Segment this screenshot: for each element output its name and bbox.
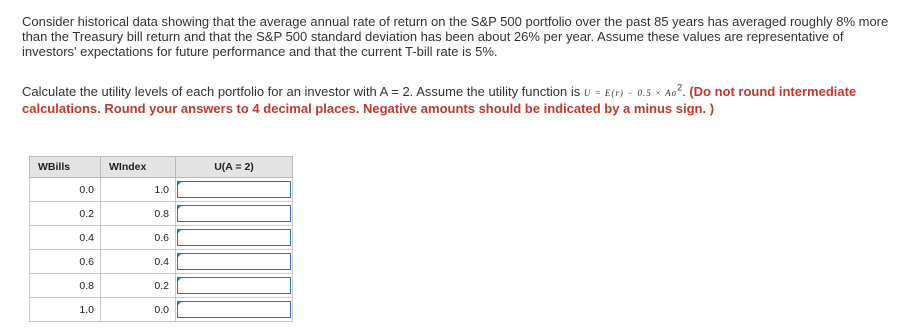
table-row: [30, 274, 293, 298]
utility-answer-input[interactable]: [177, 277, 291, 294]
input-corner-marker: [177, 181, 182, 186]
formula-end: .: [682, 84, 690, 99]
table-row: [30, 226, 293, 250]
header-wbills: WBills: [30, 157, 101, 178]
input-corner-marker: [177, 301, 182, 306]
rounding-instruction: (Do not round intermediate calculations. Round your answers to 4 decimal places. Negative amounts should be indicated by a minus sign. ): [22, 84, 857, 116]
windex-cell: 0.4: [101, 250, 176, 274]
header-utility: U(A = 2): [176, 157, 293, 178]
input-corner-marker: [177, 277, 182, 282]
input-corner-marker: [177, 205, 182, 210]
answer-table: [29, 156, 293, 322]
utility-formula: U = E(r) − 0.5 × Aσ: [583, 88, 678, 98]
wbills-cell: 0.2: [30, 202, 101, 226]
windex-cell: 0.6: [101, 226, 176, 250]
table-row: [30, 202, 293, 226]
wbills-cell: 0.8: [30, 274, 101, 298]
utility-answer-input[interactable]: [177, 205, 291, 222]
table-header-row: [30, 157, 293, 178]
utility-answer-input[interactable]: [177, 181, 291, 198]
wbills-cell: 0.0: [30, 178, 101, 202]
question-paragraph-context: Consider historical data showing that the average annual rate of return on the S&P 500 portfolio over the past 85 years has averaged roughly 8% more than the Treasury bill return and that the S&P 500 standard deviation has been about 26% per year. Assume these values are representative of investors' expectations for future performance and that the current T-bill rate is 5%.: [22, 14, 889, 59]
wbills-cell: 0.4: [30, 226, 101, 250]
question-paragraph-task: [22, 84, 890, 116]
wbills-cell: 0.6: [30, 250, 101, 274]
wbills-cell: 1.0: [30, 298, 101, 322]
utility-answer-cell: [176, 226, 293, 250]
utility-answer-cell: [176, 178, 293, 202]
task-text: Calculate the utility levels of each portfolio for an investor with A = 2. Assume the utility function is: [22, 84, 584, 99]
header-windex: WIndex: [101, 157, 176, 178]
utility-answer-cell: [176, 274, 293, 298]
input-corner-marker: [177, 253, 182, 258]
utility-answer-cell: [176, 202, 293, 226]
formula-exponent: 2: [677, 82, 683, 93]
utility-answer-cell: [176, 298, 293, 322]
utility-answer-input[interactable]: [177, 229, 291, 246]
windex-cell: 0.8: [101, 202, 176, 226]
windex-cell: 1.0: [101, 178, 176, 202]
input-corner-marker: [177, 229, 182, 234]
table-row: [30, 178, 293, 202]
windex-cell: 0.2: [101, 274, 176, 298]
utility-answer-cell: [176, 250, 293, 274]
table-row: [30, 250, 293, 274]
utility-answer-input[interactable]: [177, 301, 291, 318]
table-row: [30, 298, 293, 322]
windex-cell: 0.0: [101, 298, 176, 322]
utility-answer-input[interactable]: [177, 253, 291, 270]
